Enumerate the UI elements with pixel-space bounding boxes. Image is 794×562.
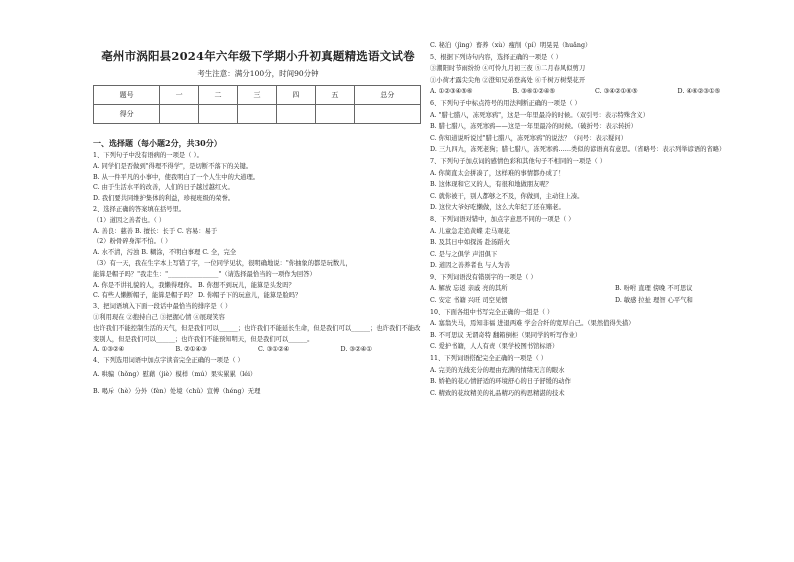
option-line: C. 爱护书籍，人人有责（果学校图书馆标语） — [430, 343, 559, 351]
score-input-cell[interactable] — [199, 105, 238, 124]
option-line: A. 水不清，污浊 B. 糊涂，不明白事理 C. 全，完全 — [93, 249, 237, 257]
option-d: D. 敏感 拉扯 理智 心平气和 — [615, 297, 693, 305]
option-a: A. ①②③④⑤⑥ — [430, 88, 473, 96]
option-b: B. 吩咐 直理 傍晚 不可思议 — [615, 285, 693, 293]
option-line: C. 就你被干，别人都够之不及，你做到，主动往上凑。 — [430, 192, 584, 200]
question-line: （1）道因之善者也。（ ） — [93, 216, 166, 224]
section-heading: 一、选择题（每小题2分，共30分） — [93, 138, 222, 148]
option-line: B. 腊七腊八，冻死寒鸦——这是一年里最冷的时候。（破折号：表示转折） — [430, 123, 637, 131]
score-cell: 题号 — [94, 86, 160, 105]
option-line: ①利用现在 ②抱持自己 ③把握心情 ④展现笑容 — [93, 313, 225, 321]
option-line: A. 塞翁失马，焉知非福 进退两难 学会合纤的宽厚自己。（果然值得失措） — [430, 320, 635, 328]
option-line: A. 你是不讲礼貌的人，我懒得理你。 B. 你想不到玩儿，能算是头发吗？ — [93, 281, 295, 289]
score-table — [93, 85, 421, 124]
option-line: C. 是与之俱学 声泪俱下 — [430, 250, 498, 258]
question-line: 1、下列句子中没有语病的一项是（ ）。 — [93, 152, 203, 159]
option-c: C. 安定 书籍 兴旺 司空见惯 — [430, 297, 508, 305]
score-cell: 总分 — [354, 86, 420, 105]
option-line: D. 这位大爷好吃懒做，这么大年纪了还在赌老。 — [430, 204, 565, 212]
q5-options — [430, 86, 760, 98]
option-line: D. 三九四九，冻死老狗；腊七腊八，冻死寒鸦……类似的谚语真有意思。（省略号：表示列举谚语的省略） — [430, 146, 726, 154]
option-line: B. 娇艳的花心情舒适的环境舒心的日子舒缓的动作 — [430, 378, 571, 386]
score-cell: 五 — [315, 86, 354, 105]
option-line: C. 精致的花纹精美的礼品精巧的构思精湛的技术 — [430, 389, 565, 397]
option-line: B. 不可思议 无谓奇特 翻箱倒柜（果同学的听写作业） — [430, 331, 582, 339]
exam-title: 亳州市涡阳县2024年六年级下学期小升初真题精选语文试卷 — [101, 49, 415, 63]
option-line: B. 及其日中如探汤 赴汤蹈火 — [430, 239, 510, 247]
passage-text: 也许我们不能控制生活的天气，但是我们可以______；也许我们不能延长生命，但是我们可以______；也许我们不能改变别人，但是我们可以______；也许我们不能预知明天，但是我们可以______。 — [93, 324, 421, 343]
question-line: 3、把词语填入下面一段话中最恰当的排序是（ ） — [93, 303, 232, 311]
exam-notice: 考生注意：满分100分，时间90分钟 — [197, 69, 319, 78]
option-line: C. 你知道说听说过"腊七腊八，冻死寒鸦"的说法？（问号：表示疑问） — [430, 134, 627, 142]
option-d: D. ④⑥②③①⑤ — [677, 88, 721, 96]
q3-options — [93, 345, 423, 356]
option-a: A. ①③②④ — [93, 346, 125, 354]
score-input-cell[interactable] — [315, 105, 354, 124]
score-table-score-row — [94, 105, 421, 124]
option-line: C. 秘泊（jìng）畜养（xù）瘦削（pí）明晃晃（huǎng） — [430, 42, 592, 49]
score-cell: 二 — [199, 86, 238, 105]
option-line: B. 从一件平凡的小事中，使我明白了一个人生中的大道理。 — [93, 173, 260, 181]
option-line: D. 道因之善养者也 与人为善 — [430, 262, 511, 270]
option-line: A. "腊七腊八，冻死寒鸦"，这是一年里最冷的时候。（双引号：表示特殊含义） — [430, 111, 649, 119]
score-input-cell[interactable] — [276, 105, 315, 124]
q9-options-row — [430, 283, 760, 295]
question-line: 4、下列选用词语中加点字读音完全正确的一项是（ ） — [93, 357, 244, 365]
option-a: A. 解放 忘返 亲戚 亮的其所 — [430, 285, 508, 293]
left-column — [93, 40, 423, 398]
option-b: B. ②①④③ — [175, 346, 207, 354]
q9-options-row — [430, 295, 760, 307]
question-line: 8、下列词语对错中，加点字意思不同的一项是（ ） — [430, 215, 575, 223]
score-input-cell[interactable] — [160, 105, 199, 124]
question-line: 7、下列句子加点词的感情色彩和其他句子不相同的一项是（ ） — [430, 157, 607, 165]
option-line: B. 喝斥（hè）分外（fèn）处境（chǔ）宣傅（héng）无理 — [93, 387, 261, 395]
option-b: B. ③⑥①②④⑤ — [512, 88, 556, 96]
poem-line: ③潮阳时节雨纷纷 ④可怜九月初三夜 ⑤二月春风似剪刀 — [430, 65, 586, 73]
question-line: 11、下列词语搭配完全正确的一项是（ ） — [430, 355, 548, 363]
question-line: 6、下列句子中标点符号的用法判断正确的一项是（ ） — [430, 99, 581, 107]
option-d: D. ③②④① — [340, 346, 372, 354]
score-table-header-row — [94, 86, 421, 105]
score-cell: 三 — [238, 86, 277, 105]
score-cell: 得分 — [94, 105, 160, 124]
option-line: C. 有些人懒断帽子，能算是帽子吗？ D. 你帽子下的玩意儿，能算是脸吗？ — [93, 292, 302, 300]
question-line: 5、根据下列诗句内容，选择正确的一项是（ ） — [430, 53, 562, 61]
question-line: 10、下面各组中书写完全正确的一组是（ ） — [430, 308, 554, 316]
option-line: C. 由于生活水平的改善，人们的日子越过越红火。 — [93, 184, 234, 192]
option-line: A. 儿童急走追黄蝶 走马观花 — [430, 227, 510, 235]
question-line: 9、下列词语没有错别字的一项是（ ） — [430, 273, 537, 281]
question-line: （2）粉骨碎身浑不怕。（ ） — [93, 238, 172, 246]
question-line: 能算是帽子吗？"我走生："________________"（请选择最恰当的一项作为回答） — [93, 270, 316, 278]
score-input-cell[interactable] — [238, 105, 277, 124]
score-cell: 四 — [276, 86, 315, 105]
option-line: A. 哄骗（hǒng）慰藉（jiè）模样（mú）果实累累（léi） — [93, 370, 257, 378]
poem-line: ①小荷才露尖尖角 ②澄知兄弟登高处 ⑥千树万树梨花开 — [430, 76, 586, 84]
option-line: A. 你简直太会拼凑了，这样难的事情都办成了！ — [430, 169, 565, 177]
option-c: C. ③①②④ — [258, 346, 290, 354]
option-line: A. 同学们是否做到"得理不得学"，是切断不落下的关键。 — [93, 162, 253, 170]
option-line: A. 完美的光线充分的理由充满的情绪无言的眼水 — [430, 366, 565, 374]
option-line: A. 善良：慈善 B. 擅长：长于 C. 容易：易于 — [93, 227, 218, 235]
score-cell: 一 — [160, 86, 199, 105]
option-line: D. 我们要共同维护集体的利益，珍视班级的荣誉。 — [93, 195, 235, 203]
question-line: 2、选择正确的答案填在括号里。 — [93, 205, 186, 213]
option-c: C. ③④②①⑥⑤ — [595, 88, 638, 96]
option-line: B. 这体现和它又的人，有很和地做朋友呢？ — [430, 181, 552, 189]
question-line: （3）有一天，我在生字本上写错了字，一位同学见状，很明确地说："你抽象的都是玩数儿， — [93, 259, 352, 267]
score-input-cell[interactable] — [354, 105, 420, 124]
right-column — [430, 40, 760, 399]
